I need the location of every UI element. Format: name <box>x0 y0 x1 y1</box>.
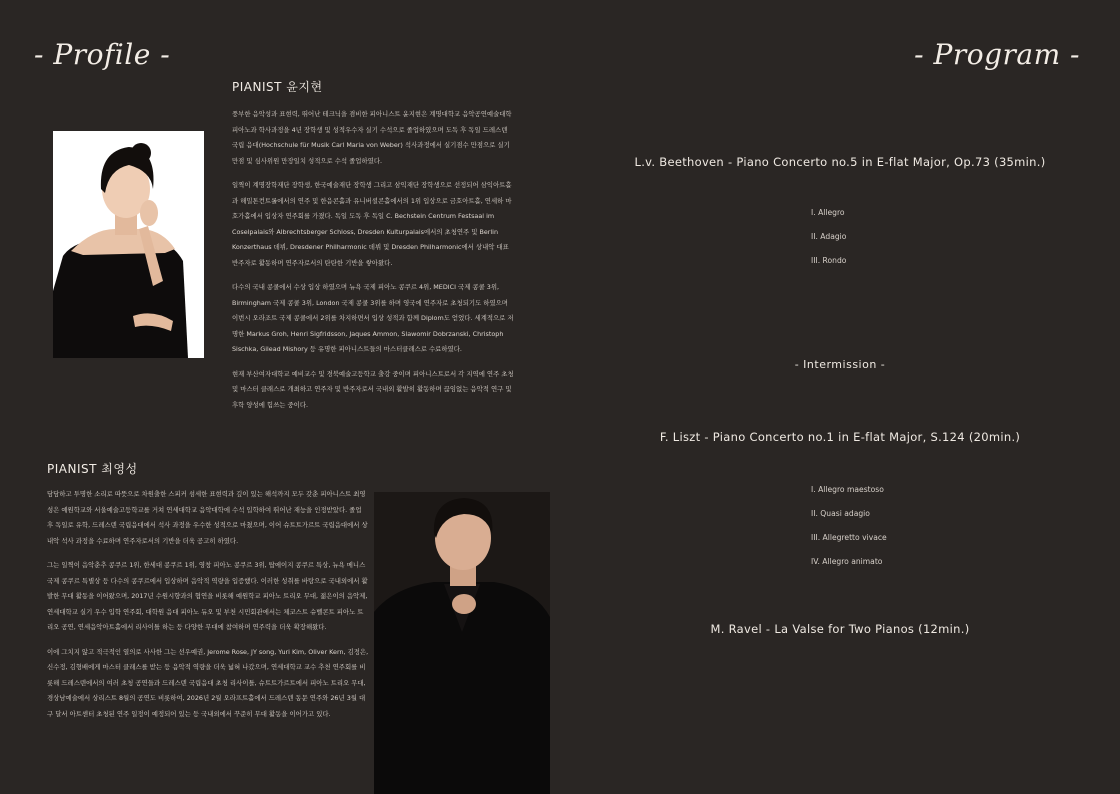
pianist2-bio-paragraph: 이에 그치지 않고 적극적인 열의로 사사한 그는 선우예권, Jerome Rose, JY song, Yuri Kim, Oliver Kern, 김정은, 신수정, 김형배에게 마스터 클래스를 받는 등 음악적 역량을 더욱 넓혀 나갔으며, 연세대학교 교수 추천 연주회를 비롯해 드레스덴에서의 여러 초청 공연들과 드레스덴 국립음대 초청 리사이틀, 슈트트가르트에서 피아노 트리오 무대, 경상남예술에서 상리스트 8월의 공연도 비롯하여, 2026년 2월 오라프트홀에서 드레스덴 동문 연주와 26년 3월 대구 달서 아트센터 초청된 연주 일정이 예정되어 있는 등 국내외에서 꾸준히 무대 활동을 이어가고 있다. <box>47 647 369 718</box>
pianist2-bio-paragraph: 그는 일찍이 음악춘추 콩쿠르 1위, 한세대 콩쿠르 1위, 영창 피아노 콩쿠르 3위, 탑에이지 콩쿠르 특상, 뉴욕 메니스 국제 콩쿠르 특별상 등 다수의 콩쿠르에서 입상하며 음악적 역량을 입증했다. 이러한 성취를 바탕으로 국내외에서 활발한 무대 활동을 이어왔으며, 2017년 수원시향과의 협연을 비롯해 예원학교 피아노 트리오 무대, 젊은이의 음악제, 연세대학교 실기 우수 입학 연주회, 대학원 음대 피아노 듀오 및 부천 시민회관에서는 체코스트 슈벨콘트 피아노 트리오 공연, 연세음악아트홀에서 리사이틀 하는 등 다양한 무대에 참여하며 연주력을 더욱 확장해왔다. <box>47 561 368 631</box>
pianist1-bio-paragraph: 다수의 국내 콩쿨에서 수상 입상 하였으며 뉴욕 국제 피아노 콩쿠르 4위, MEDICI 국제 콩쿨 3위, Birmingham 국제 콩쿨 3위, London 국제 콩쿨 3위를 하며 영국에 연주자로 초청되기도 하였으며 이번시 오라조트 국제 콩쿨에서 2위를 차지하면서 입상 성적과 함께 Diplom도 얻었다. 세계적으로 저명한 Markus Groh, Henri Sigfridsson, Jaques Ammon, Slawomir Dobrzanski, Christoph Sischka, Gilead Mishory 등 유명한 피아니스트들의 마스터클래스로 수료하였다. <box>232 283 514 353</box>
movement-item: III. Rondo <box>811 256 847 265</box>
intermission-label: - Intermission - <box>794 358 886 371</box>
pianist2-photo <box>374 492 550 794</box>
pianist1-photo <box>53 131 204 358</box>
movement-item: IV. Allegro animato <box>811 557 883 566</box>
pianist2-bio <box>47 487 369 731</box>
pianist2-bio-paragraph: 담담하고 투명한 소리로 따뜻으로 차원출한 스피커 섬세한 표현력과 깊이 있는 해석까지 모두 갖춘 피아니스트 최영성은 예원학교와 서울예술고등학교를 거쳐 연세대학교 음악대학에 수석 입학하여 뛰어난 재능을 인정받았다. 졸업 후 독일로 유학, 드레스덴 국립음대에서 석사 과정을 우수한 성적으로 마쳤으며, 이어 슈트트가르트 국립음대에서 상내악 석사 과정을 수료하며 연주자로서의 기반을 더욱 공고히 하였다. <box>47 490 368 545</box>
movement-item: II. Adagio <box>811 232 847 241</box>
movement-item: II. Quasi adagio <box>811 509 870 518</box>
movement-item: I. Allegro <box>811 208 845 217</box>
movement-list <box>811 482 887 578</box>
movement-list <box>811 205 846 277</box>
pianist2-name: PIANIST 최영성 <box>47 462 138 476</box>
pianist1-bio-paragraph: 일찍이 계명장학재단 장학생, 한국예술재단 장학생 그리고 삼익재단 장학생으로 선정되어 삼익아트홀과 해밀톤컨트롤에서의 연주 및 한음콘홀과 유니버셜콘홀에서의 1위 입상으로 금호아트홀, 연세하 마호가홀에서 입상자 연주회를 가졌다. 독일 도독 후 독일 C. Bechstein Centrum Festsaal im Coselpalais와 Albrechtsberger Schloss, Dresden Kulturpalais에서의 초청연주 및 Berlin Konzerthaus 데뷔, Dresdener Philharmonic 데뷔 및 Dresden Philharmonic에서 상내악 대표 반주자로 활동하며 연주자로서의 탄탄한 기반을 쌓아왔다. <box>232 181 512 267</box>
pianist1-bio-paragraph: 현재 부산여자대학교 예비교수 및 경북예술고등학교 출강 중이며 피아니스트로서 각 지역에 연주 초청 및 마스터 클래스로 개최하고 연주자 및 반주자로서 국내외 활발히 활동하며 끊임없는 음악적 연구 및 후학 양성에 힘쓰는 중이다. <box>232 369 514 409</box>
piece-title: M. Ravel - La Valse for Two Pianos (12min.) <box>710 622 970 636</box>
program-title: - Program - <box>914 38 1080 71</box>
program-page <box>560 0 1120 794</box>
movement-item: I. Allegro maestoso <box>811 485 884 494</box>
profile-title: - Profile - <box>34 38 171 71</box>
pianist1-name: PIANIST 윤지현 <box>232 80 323 94</box>
pianist1-bio-paragraph: 풍부한 음악성과 표현력, 뛰어난 테크닉을 겸비한 피아니스트 윤지현은 계명대학교 음악공연예술대학 피아노과 학사과정을 4년 장학생 및 성적우수자 실기 수석으로 졸업하였으며 도독 후 독일 드레스덴 국립 음대(Hochschule für Musik Carl Maria von Weber) 석사과정에서 실기점수 만점으로 실기만점 및 심사위원 만장일치 성적으로 수석 졸업하였다. <box>232 110 512 165</box>
pianist1-bio <box>232 107 514 422</box>
movement-item: III. Allegretto vivace <box>811 533 887 542</box>
piece-title: F. Liszt - Piano Concerto no.1 in E-flat Major, S.124 (20min.) <box>659 430 1021 444</box>
piece-title: L.v. Beethoven - Piano Concerto no.5 in E-flat Major, Op.73 (35min.) <box>634 155 1046 169</box>
